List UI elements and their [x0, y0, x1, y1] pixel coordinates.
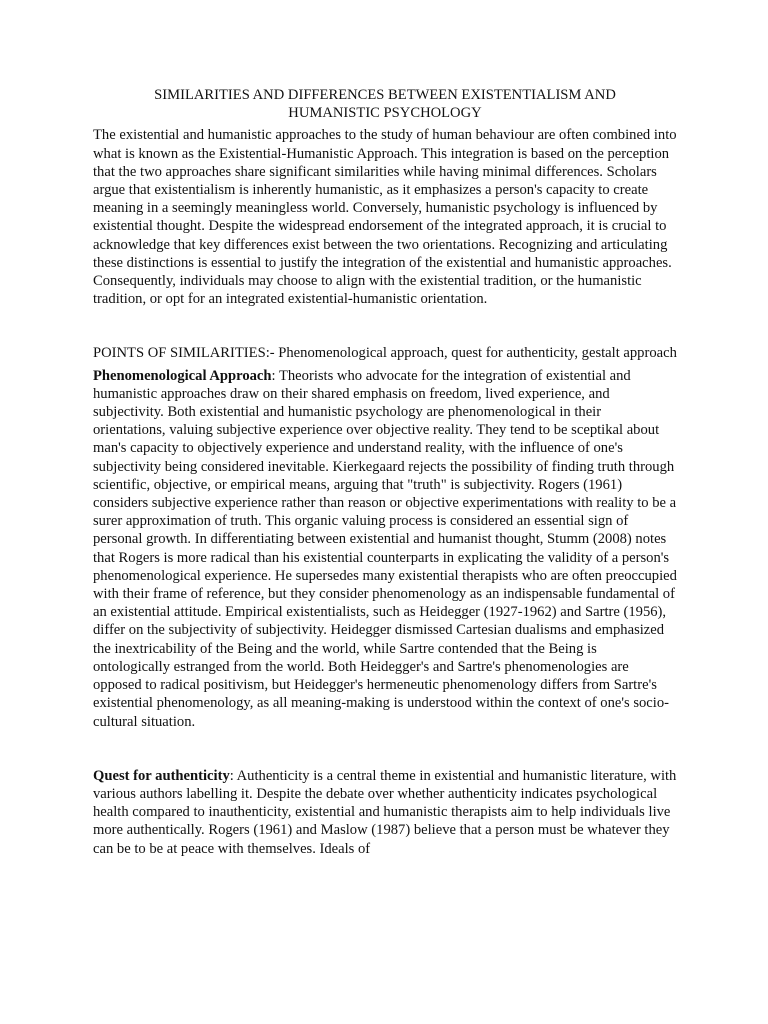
phenomenological-body: : Theorists who advocate for the integration of existential and humanistic approaches draw on their shared emphasis on freedom, lived experience, and subjectivity. Both existential and humanistic psychology are phenomenological in their orientations, valuing subjective experience over objective reality. They tend to be sceptikal about man's capacity to objectively experience and understand reality, with the influence of one's subjectivity being considered inevitable. Kierkegaard rejects the possibility of finding truth through scientific, objective, or empirical means, arguing that "truth" is subjectivity. Rogers (1961) considers subjective experience rather than reason or objective experimentations with reality to be a surer approximation of truth. This organic valuing process is considered an essential sign of personal growth. In differentiating between existential and humanist thought, Stumm (2008) notes that Rogers is more radical than his existential counterparts in explicating the validity of a person's phenomenological experience. He supersedes many existential therapists who are often preoccupied with their frame of reference, but they consider phenomenology as an indispensable fundamental of an existential attitude. Empirical existentialists, such as Heidegger (1927-1962) and Sartre (1956), differ on the subjectivity of subjectivity. Heidegger dismissed Cartesian dualisms and emphasized the inextricability of the Being and the world, while Sartre contended that the Being is ontologically estranged from the world. Both Heidegger's and Sartre's phenomenologies are opposed to radical positivism, but Heidegger's hermeneutic phenomenology differs from Sartre's existential phenomenology, as all meaning-making is understood within the context of one's socio-cultural situation.: [93, 367, 677, 730]
authenticity-body: : Authenticity is a central theme in existential and humanistic literature, with various authors labelling it. Despite the debate over whether authenticity indicates psychological health compared to inauthenticity, existential and humanistic therapists aim to help individuals live more authentically. Rogers (1961) and Maslow (1987) believe that a person must be whatever they can be to be at peace with themselves. Ideals of: [93, 767, 677, 857]
document-page: [93, 86, 677, 858]
title-line-1: SIMILARITIES AND DIFFERENCES BETWEEN EXISTENTIALISM AND: [154, 87, 616, 103]
authenticity-lead: Quest for authenticity: [93, 767, 230, 784]
points-of-similarities-heading: POINTS OF SIMILARITIES:- Phenomenological approach, quest for authenticity, gestalt approach: [93, 345, 677, 362]
phenomenological-paragraph: [93, 367, 677, 731]
document-title: [93, 86, 677, 122]
authenticity-paragraph: [93, 767, 677, 858]
phenomenological-lead: Phenomenological Approach: [93, 367, 272, 384]
title-line-2: HUMANISTIC PSYCHOLOGY: [288, 105, 482, 122]
intro-paragraph: The existential and humanistic approaches to the study of human behaviour are often combined into what is known as the Existential-Humanistic Approach. This integration is based on the perception that the two approaches share significant similarities while having minimal differences. Scholars argue that existentialism is inherently humanistic, as it emphasizes a person's capacity to create meaning in a seemingly meaningless world. Conversely, humanistic psychology is influenced by existential thought. Despite the widespread endorsement of the integrated approach, it is crucial to acknowledge that key differences exist between the two orientations. Recognizing and articulating these distinctions is essential to justify the integration of the existential and humanistic approaches. Consequently, individuals may choose to align with the existential tradition, or the humanistic tradition, or opt for an integrated existential-humanistic orientation.: [93, 127, 677, 308]
